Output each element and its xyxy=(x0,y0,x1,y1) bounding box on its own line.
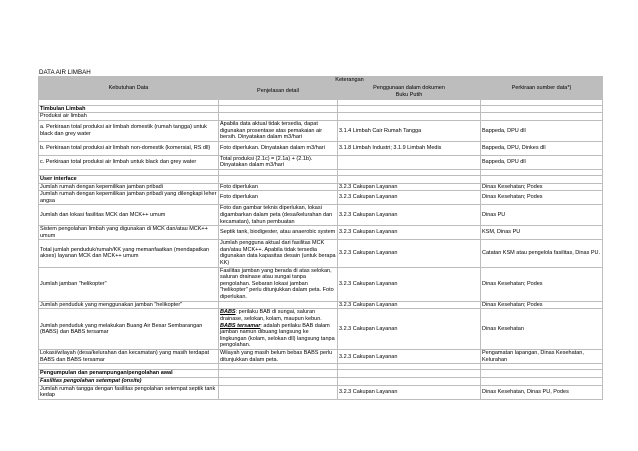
table-row xyxy=(39,240,603,267)
cell-penjelasan: Septik tank, biodigester, atau anaerobic system xyxy=(219,226,338,240)
definition-babs-tersamar: : adalah perilaku BAB dalam jamban namun dibuang langsung ke lingkungan (kolam, selokan dll) langsung tanpa pengolahan. xyxy=(220,322,335,349)
cell-penggunaan xyxy=(338,113,481,121)
cell-sumber: Catatan KSM atau pengelola fasilitas, Dinas PU. xyxy=(481,240,603,267)
cell-sumber: Bappeda, DPU dll xyxy=(481,120,603,141)
cell-kebutuhan: Jumlah rumah dengan kepemilikan jamban pribadi xyxy=(39,183,219,191)
header-penjelasan: Penjelasan detail xyxy=(219,84,338,99)
table-row xyxy=(39,141,603,155)
header-keterangan: Keterangan xyxy=(219,77,481,85)
cell-sumber: KSM, Dinas PU xyxy=(481,226,603,240)
table-row xyxy=(39,183,603,191)
cell-kebutuhan: Produksi air limbah xyxy=(39,113,219,121)
cell-penjelasan: Apabila data aktual tidak tersedia, dapat digunakan prosentase atas pemakaian air bersih. Dinyatakan dalam m3/hari xyxy=(219,120,338,141)
table-row xyxy=(39,113,603,121)
cell-penggunaan: 3.2.3 Cakupan Layanan xyxy=(338,309,481,350)
cell-penjelasan: Foto diperlukan xyxy=(219,191,338,205)
cell-penjelasan: Jumlah pengguna aktual dari fasilitas MCK dan/atau MCK++. Apabila tidak tersedia digunakan data kapasitas desain (untuk berapa KK) xyxy=(220,240,336,267)
cell-penjelasan xyxy=(219,309,338,350)
cell-penjelasan: Wilayah yang masih belum bebas BABS perlu ditunjukkan dalam peta. xyxy=(219,350,338,364)
cell-penjelasan: Foto diperlukan xyxy=(219,183,338,191)
cell-kebutuhan: Total jumlah penduduk/rumah/KK yang memanfaatkan (mendapatkan akses) layanan MCK dan MCK++ umum xyxy=(39,240,219,267)
document-title: DATA AIR LIMBAH xyxy=(39,69,91,76)
header-sumber: Perkiraan sumber data*) xyxy=(481,77,603,100)
cell-penggunaan: 3.2.3 Cakupan Layanan xyxy=(338,183,481,191)
cell-penjelasan xyxy=(219,113,338,121)
header-buku-putih: Buku Putih xyxy=(338,92,481,100)
cell-kebutuhan: Jumlah rumah tangga dengan fasilitas pengolahan setempat septik tank kedap xyxy=(39,385,219,399)
section-title: Pengumpulan dan penampungan/pengolahan awal xyxy=(39,370,219,378)
cell-penjelasan: Total produksi (2.1c) = (2.1a) + (2.1b). Dinyatakan dalam m3/hari xyxy=(219,155,338,169)
subsection-row xyxy=(39,378,603,386)
section-row xyxy=(39,370,603,378)
header-row xyxy=(39,77,603,85)
cell-penggunaan: 3.2.3 Cakupan Layanan xyxy=(338,240,481,267)
cell-penjelasan: Foto diperlukan. Dinyatakan dalam m3/hari xyxy=(219,141,338,155)
header-penggunaan: Penggunaan dalam dokumen xyxy=(338,84,481,92)
data-table xyxy=(38,76,603,400)
table-row xyxy=(39,191,603,205)
cell-sumber: Dinas PU xyxy=(481,205,603,226)
cell-sumber xyxy=(481,113,603,121)
cell-sumber: Dinas Kesehatan; Podes xyxy=(481,183,603,191)
table-row xyxy=(39,385,603,399)
section-title: Timbulan Limbah xyxy=(39,105,219,113)
cell-penggunaan: 3.2.3 Cakupan Layanan xyxy=(338,226,481,240)
cell-penjelasan: Foto dan gambar teknis diperlukan, lokasi digambarkan dalam peta (desa/kelurahan dan kecamatan), tahun pembuatan xyxy=(219,205,338,226)
cell-penggunaan: 3.2.3 Cakupan Layanan xyxy=(338,301,481,309)
cell-sumber: Dinas Kesehatan; Podes xyxy=(481,191,603,205)
cell-penggunaan: 3.2.3 Cakupan Layanan xyxy=(338,350,481,364)
cell-kebutuhan: c. Perkiraan total produksi air limbah untuk black dan grey water xyxy=(39,155,219,169)
term-babs: BABS xyxy=(220,309,236,316)
cell-sumber: Dinas Kesehatan; Podes xyxy=(481,267,603,301)
cell-sumber: Bappeda, DPU dll xyxy=(481,155,603,169)
table-row xyxy=(39,301,603,309)
cell-kebutuhan: Jumlah rumah dengan kepemilikan jamban pribadi yang dilengkapi leher angsa xyxy=(39,191,219,205)
definition-babs: : perilaku BAB di sungai, saluran drainase, selokan, kolam, maupun kebun. xyxy=(220,309,322,323)
cell-kebutuhan: Lokasi/wilayah (desa/kelurahan dan kecamatan) yang masih terdapat BABS dan BABS tersamar xyxy=(39,350,219,364)
cell-kebutuhan: b. Perkiraan total produksi air limbah non-domestik (komersial, RS dll) xyxy=(39,141,219,155)
cell-kebutuhan: Jumlah penduduk yang menggunakan jamban "helikopter" xyxy=(39,301,219,309)
cell-penggunaan: 3.2.3 Cakupan Layanan xyxy=(338,191,481,205)
cell-kebutuhan: Sistem pengolahan limbah yang digunakan di MCK dan/atau MCK++ umum xyxy=(39,226,219,240)
subsection-title: Fasilitas pengolahan setempat (onsite) xyxy=(39,378,219,386)
table-row xyxy=(39,155,603,169)
cell-sumber: Bappeda, DPU, Dinkes dll xyxy=(481,141,603,155)
cell-kebutuhan: a. Perkiraan total produksi air limbah domestik (rumah tangga) untuk black dan grey water xyxy=(39,120,219,141)
cell-penggunaan: 3.1.8 Limbah Industri; 3.1.9 Limbah Medis xyxy=(338,141,481,155)
cell-kebutuhan: Jumlah jamban "helikopter" xyxy=(39,267,219,301)
cell-penjelasan: Fasilitas jamban yang berada di atas selokan, saluran drainase atau sungai tanpa pengolahan. Sebaran lokasi jamban "helikopter" perlu ditunjukkan dalam peta. Foto diperlukan. xyxy=(219,267,338,301)
cell-penggunaan: 3.2.3 Cakupan Layanan xyxy=(338,385,481,399)
cell-penggunaan: 3.2.3 Cakupan Layanan xyxy=(338,267,481,301)
section-row xyxy=(39,105,603,113)
cell-kebutuhan: Jumlah dan lokasi fasilitas MCK dan MCK++ umum xyxy=(39,205,219,226)
table-row xyxy=(39,120,603,141)
cell-kebutuhan: Jumlah penduduk yang melakukan Buang Air Besar Sembarangan (BABS) dan BABS tersamar xyxy=(39,309,219,350)
cell-penjelasan xyxy=(219,385,338,399)
table-row xyxy=(39,267,603,301)
cell-sumber: Dinas Kesehatan xyxy=(481,309,603,350)
header-kebutuhan: Kebutuhan Data xyxy=(39,77,219,100)
cell-sumber: Pengamatan lapangan, Dinas Kesehatan, Kelurahan xyxy=(481,350,603,364)
cell-penjelasan xyxy=(219,301,338,309)
section-row xyxy=(39,175,603,183)
cell-sumber: Dinas Kesehatan; Podes xyxy=(481,301,603,309)
cell-penggunaan: 3.1.4 Limbah Cair Rumah Tangga xyxy=(338,120,481,141)
table-row xyxy=(39,350,603,364)
cell-sumber: Dinas Kesehatan, Dinas PU, Podes xyxy=(481,385,603,399)
table-row xyxy=(39,205,603,226)
section-title: User interface xyxy=(39,175,219,183)
term-babs-tersamar: BABS tersamar xyxy=(220,322,261,329)
table-row xyxy=(39,309,603,350)
table-row xyxy=(39,226,603,240)
cell-penggunaan: 3.2.3 Cakupan Layanan xyxy=(338,205,481,226)
cell-penggunaan xyxy=(338,155,481,169)
